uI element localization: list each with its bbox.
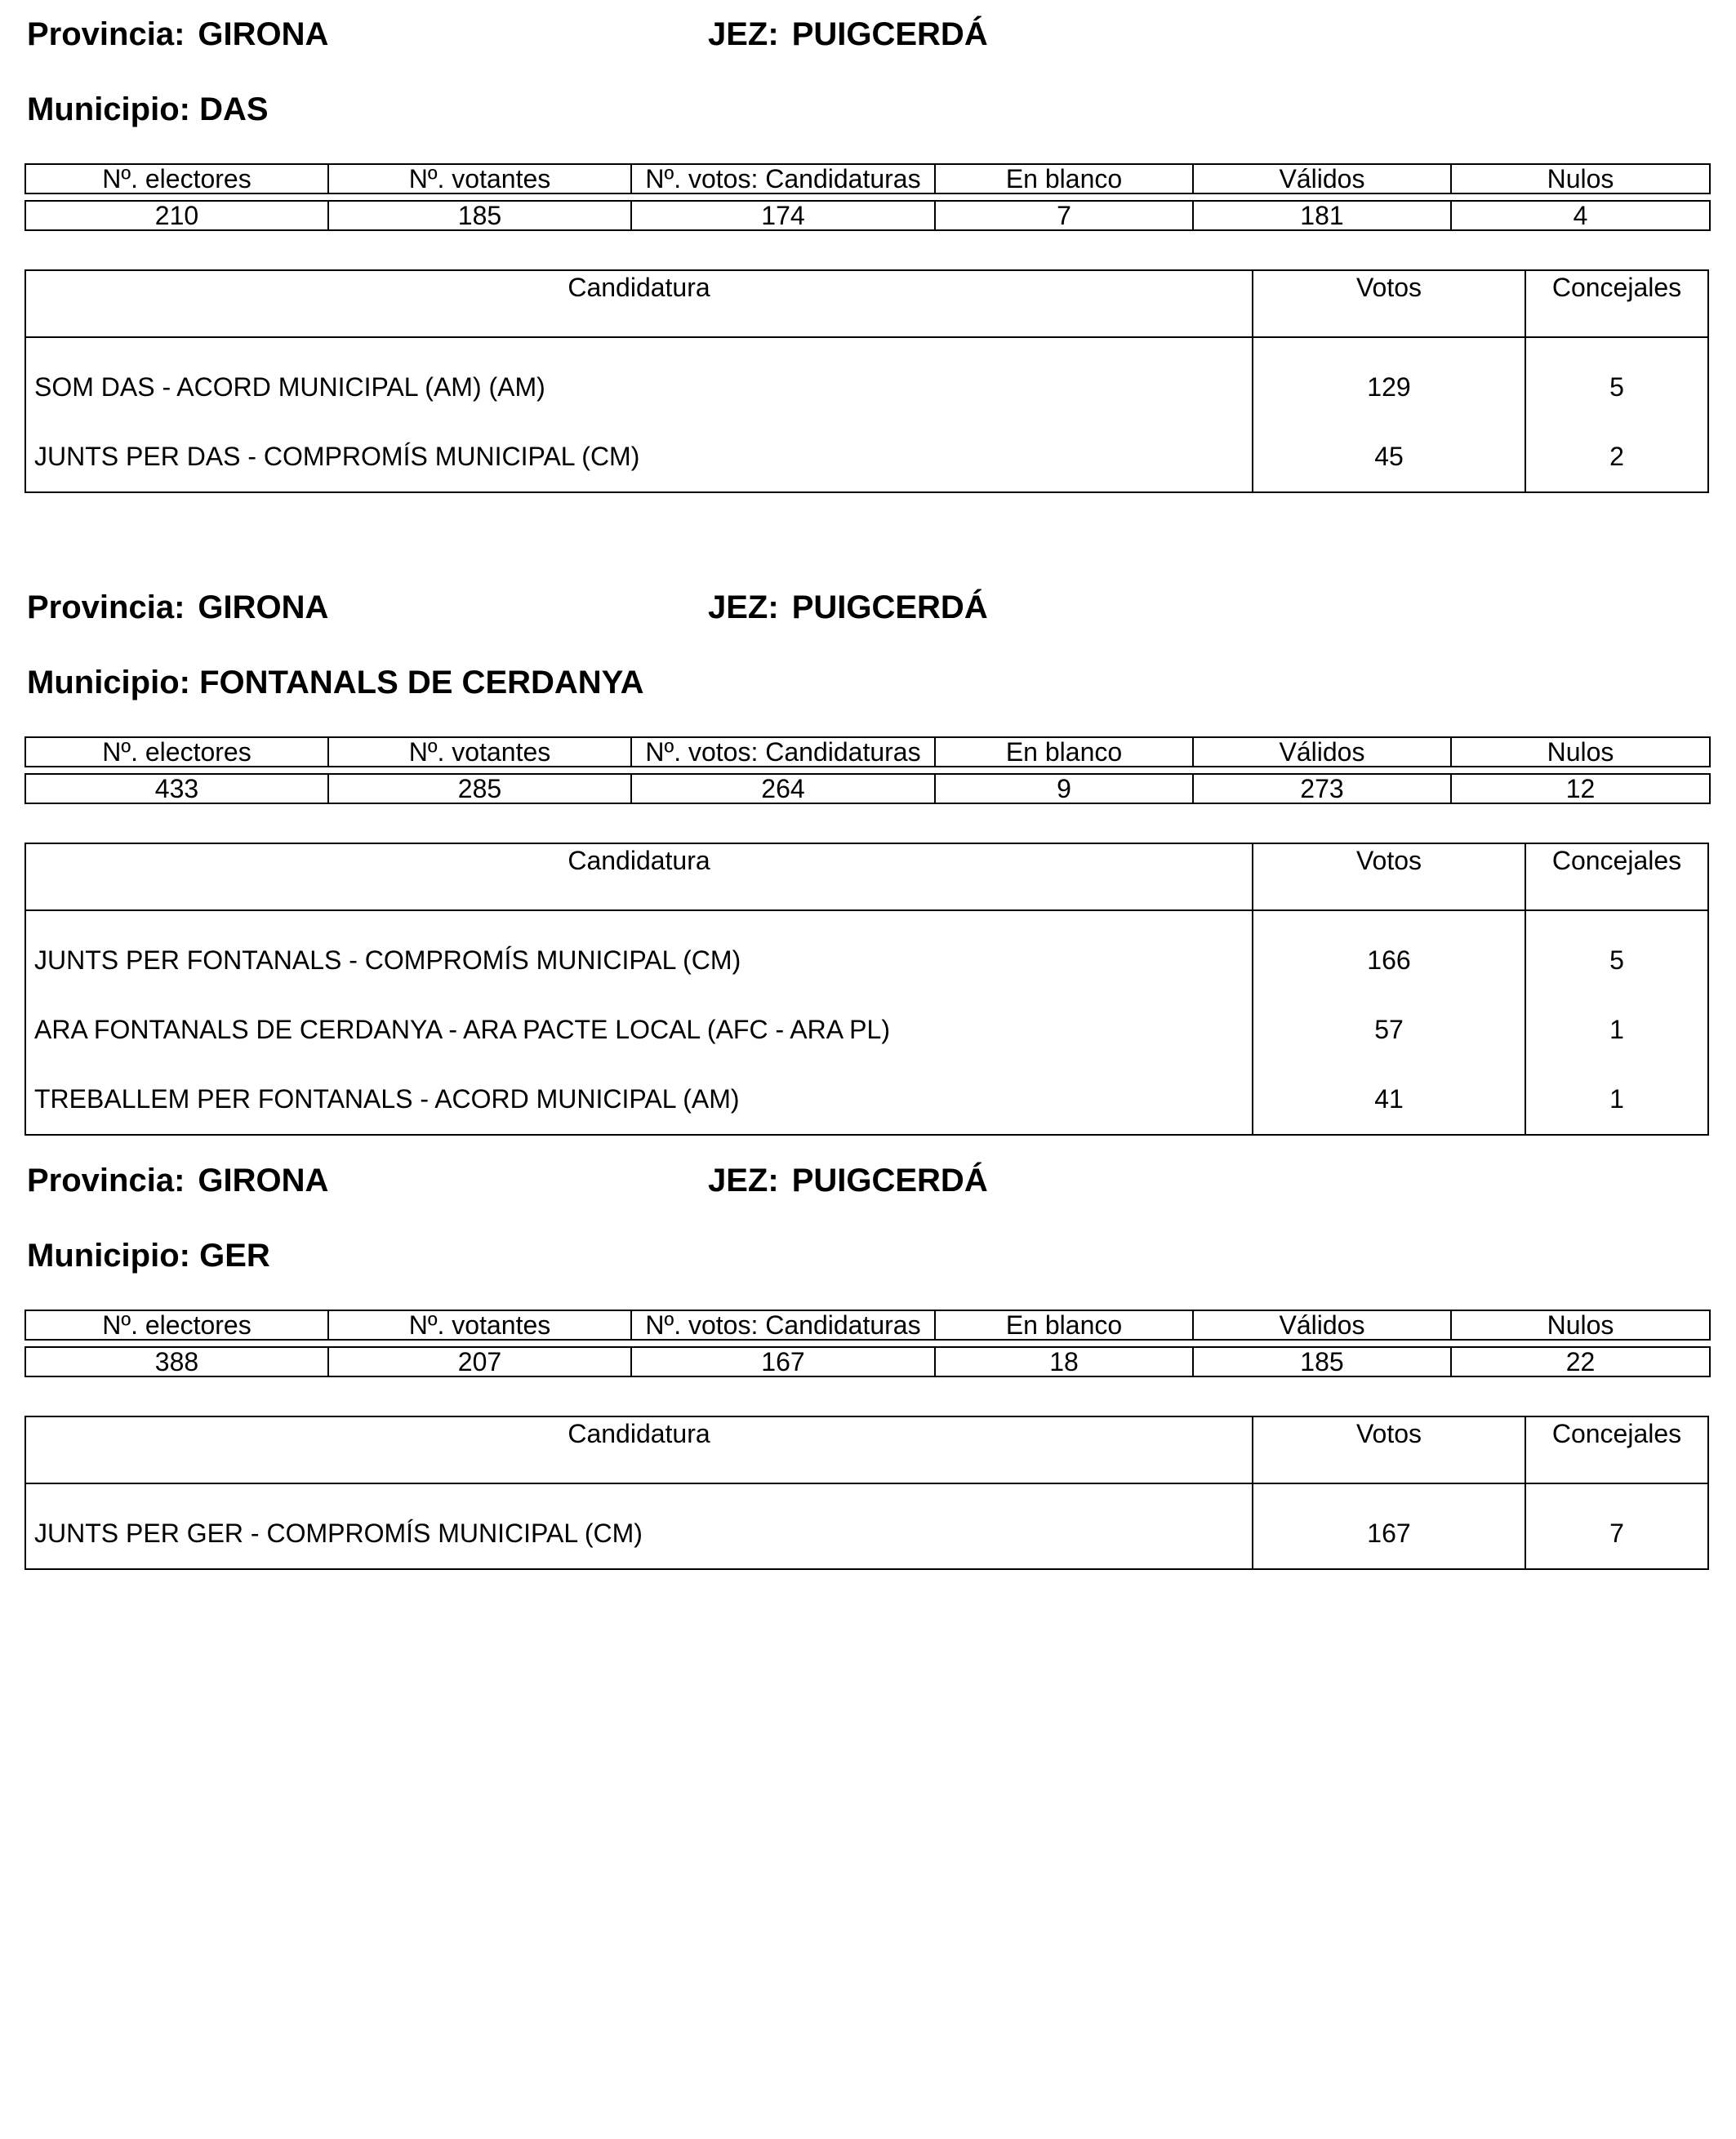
validos-header: Válidos <box>1193 164 1451 193</box>
electores-header: Nº. electores <box>25 737 328 767</box>
candidatura-name: JUNTS PER DAS - COMPROMÍS MUNICIPAL (CM) <box>25 422 1253 492</box>
candidaturas-header-row <box>25 843 1708 910</box>
municipio-value: FONTANALS DE CERDANYA <box>199 665 644 700</box>
candidatura-votos: 57 <box>1253 995 1525 1065</box>
candidatura-header: Candidatura <box>25 1416 1253 1483</box>
jez-heading: JEZ: PUIGCERDÁ <box>708 16 988 52</box>
stats-table <box>24 736 1711 804</box>
stats-header-row <box>25 737 1710 767</box>
validos-value: 181 <box>1193 201 1451 230</box>
en-blanco-value: 9 <box>935 774 1193 803</box>
concejales-header: Concejales <box>1525 1416 1708 1483</box>
municipio-heading: Municipio: DAS <box>27 91 269 127</box>
jez-value: PUIGCERDÁ <box>791 16 988 52</box>
candidatura-votos: 166 <box>1253 910 1525 995</box>
votos-candidaturas-value: 264 <box>631 774 935 803</box>
stats-header-row <box>25 1310 1710 1340</box>
validos-header: Válidos <box>1193 737 1451 767</box>
votantes-header: Nº. votantes <box>328 164 631 193</box>
stats-value-row <box>25 201 1710 230</box>
provincia-heading: Provincia: GIRONA <box>27 16 329 52</box>
nulos-value: 22 <box>1451 1347 1710 1376</box>
votantes-header: Nº. votantes <box>328 1310 631 1340</box>
candidaturas-table <box>24 843 1709 1136</box>
votos-candidaturas-header: Nº. votos: Candidaturas <box>631 1310 935 1340</box>
provincia-value: GIRONA <box>198 16 329 52</box>
stats-header-row <box>25 164 1710 193</box>
nulos-header: Nulos <box>1451 737 1710 767</box>
electores-value: 433 <box>25 774 328 803</box>
candidaturas-header-row <box>25 270 1708 337</box>
votos-header: Votos <box>1253 270 1525 337</box>
candidatura-concejales: 5 <box>1525 337 1708 422</box>
jez-heading: JEZ: PUIGCERDÁ <box>708 1163 988 1198</box>
en-blanco-header: En blanco <box>935 164 1193 193</box>
jez-heading: JEZ: PUIGCERDÁ <box>708 589 988 625</box>
electores-value: 388 <box>25 1347 328 1376</box>
provincia-heading: Provincia: GIRONA <box>27 589 329 625</box>
table-row <box>25 422 1708 492</box>
candidatura-concejales: 7 <box>1525 1483 1708 1569</box>
provincia-value: GIRONA <box>198 589 329 625</box>
stats-value-row <box>25 1347 1710 1376</box>
municipio-heading: Municipio: GER <box>27 1238 270 1274</box>
candidatura-votos: 45 <box>1253 422 1525 492</box>
candidatura-header: Candidatura <box>25 843 1253 910</box>
candidatura-name: JUNTS PER FONTANALS - COMPROMÍS MUNICIPAL (CM) <box>25 910 1253 995</box>
candidaturas-header-row <box>25 1416 1708 1483</box>
municipio-heading: Municipio: FONTANALS DE CERDANYA <box>27 665 644 700</box>
candidatura-concejales: 1 <box>1525 995 1708 1065</box>
en-blanco-header: En blanco <box>935 737 1193 767</box>
votos-header: Votos <box>1253 1416 1525 1483</box>
votantes-value: 185 <box>328 201 631 230</box>
stats-table <box>24 1310 1711 1377</box>
table-row <box>25 1483 1708 1569</box>
electores-header: Nº. electores <box>25 1310 328 1340</box>
candidatura-name: TREBALLEM PER FONTANALS - ACORD MUNICIPAL (AM) <box>25 1065 1253 1135</box>
votos-candidaturas-value: 167 <box>631 1347 935 1376</box>
jez-value: PUIGCERDÁ <box>791 1163 988 1198</box>
candidatura-name: JUNTS PER GER - COMPROMÍS MUNICIPAL (CM) <box>25 1483 1253 1569</box>
provincia-value: GIRONA <box>198 1163 329 1198</box>
candidatura-concejales: 2 <box>1525 422 1708 492</box>
votos-candidaturas-value: 174 <box>631 201 935 230</box>
municipio-value: DAS <box>199 91 269 127</box>
validos-value: 273 <box>1193 774 1451 803</box>
jez-value: PUIGCERDÁ <box>791 589 988 625</box>
candidatura-header: Candidatura <box>25 270 1253 337</box>
electores-value: 210 <box>25 201 328 230</box>
nulos-header: Nulos <box>1451 1310 1710 1340</box>
electores-header: Nº. electores <box>25 164 328 193</box>
en-blanco-value: 18 <box>935 1347 1193 1376</box>
nulos-value: 12 <box>1451 774 1710 803</box>
candidatura-name: ARA FONTANALS DE CERDANYA - ARA PACTE LOCAL (AFC - ARA PL) <box>25 995 1253 1065</box>
candidaturas-table <box>24 269 1709 493</box>
validos-header: Válidos <box>1193 1310 1451 1340</box>
provincia-heading: Provincia: GIRONA <box>27 1163 329 1198</box>
votos-candidaturas-header: Nº. votos: Candidaturas <box>631 164 935 193</box>
nulos-value: 4 <box>1451 201 1710 230</box>
en-blanco-value: 7 <box>935 201 1193 230</box>
concejales-header: Concejales <box>1525 843 1708 910</box>
candidaturas-table <box>24 1416 1709 1570</box>
table-row <box>25 337 1708 422</box>
stats-table <box>24 163 1711 231</box>
candidatura-name: SOM DAS - ACORD MUNICIPAL (AM) (AM) <box>25 337 1253 422</box>
candidatura-votos: 167 <box>1253 1483 1525 1569</box>
municipio-value: GER <box>199 1238 270 1274</box>
validos-value: 185 <box>1193 1347 1451 1376</box>
nulos-header: Nulos <box>1451 164 1710 193</box>
table-row <box>25 995 1708 1065</box>
candidatura-votos: 41 <box>1253 1065 1525 1135</box>
table-row <box>25 910 1708 995</box>
candidatura-votos: 129 <box>1253 337 1525 422</box>
stats-value-row <box>25 774 1710 803</box>
votos-header: Votos <box>1253 843 1525 910</box>
en-blanco-header: En blanco <box>935 1310 1193 1340</box>
votantes-value: 207 <box>328 1347 631 1376</box>
votantes-value: 285 <box>328 774 631 803</box>
candidatura-concejales: 5 <box>1525 910 1708 995</box>
votantes-header: Nº. votantes <box>328 737 631 767</box>
votos-candidaturas-header: Nº. votos: Candidaturas <box>631 737 935 767</box>
table-row <box>25 1065 1708 1135</box>
candidatura-concejales: 1 <box>1525 1065 1708 1135</box>
concejales-header: Concejales <box>1525 270 1708 337</box>
